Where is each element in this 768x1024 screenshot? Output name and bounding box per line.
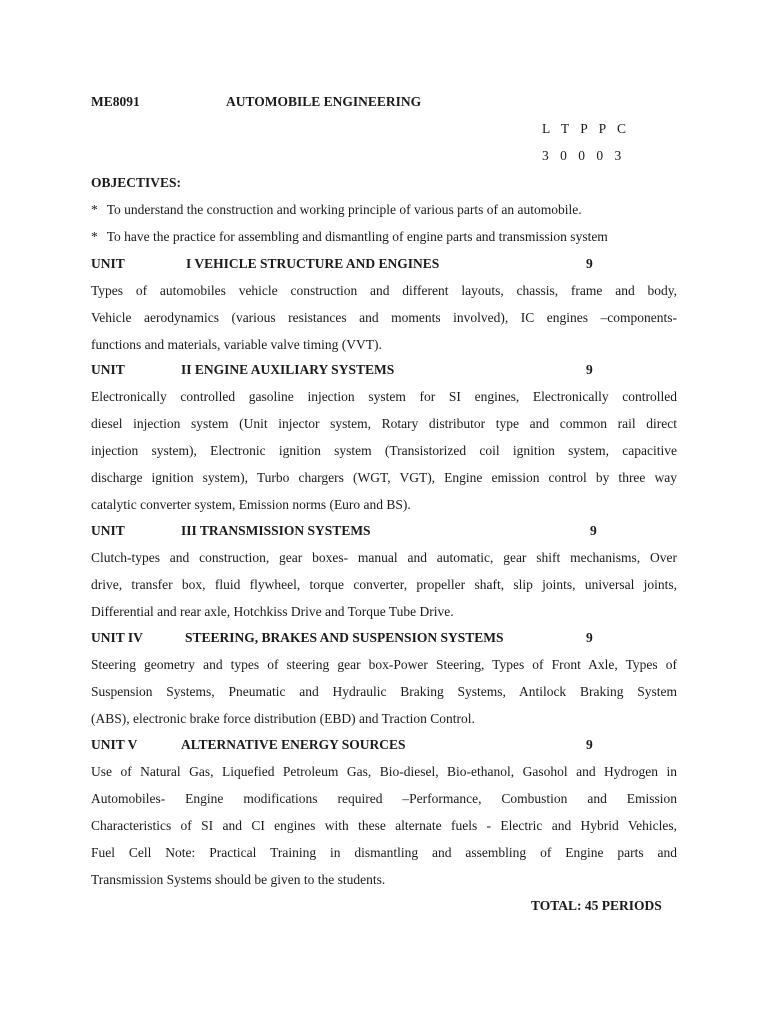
unit-text-line: discharge ignition system), Turbo chargers (WGT, VGT), Engine emission control by three way — [91, 470, 677, 485]
objective-text: To understand the construction and working principle of various parts of an automobile. — [106, 202, 582, 217]
objective-item — [91, 228, 608, 246]
ltppc-values: 3 0 0 0 3 — [542, 148, 626, 163]
unit-periods: 9 — [586, 737, 593, 752]
unit-text-line: Differential and rear axle, Hotchkiss Drive and Torque Tube Drive. — [91, 604, 454, 619]
unit-label: UNIT — [91, 523, 125, 538]
ltppc-label: L T P P C — [542, 121, 631, 136]
unit-text-line: Electronically controlled gasoline injection system for SI engines, Electronically controlled — [91, 389, 677, 404]
unit-text-line: drive, transfer box, fluid flywheel, torque converter, propeller shaft, slip joints, universal joints, — [91, 577, 677, 592]
course-code: ME8091 — [91, 94, 140, 109]
unit-label: UNIT — [91, 256, 125, 271]
unit-text-line: Use of Natural Gas, Liquefied Petroleum Gas, Bio-diesel, Bio-ethanol, Gasohol and Hydrogen in — [91, 764, 677, 779]
bullet-icon: * — [91, 202, 98, 217]
unit-periods: 9 — [586, 256, 593, 271]
unit-text-line: Transmission Systems should be given to the students. — [91, 872, 386, 887]
unit-text-line: Clutch-types and construction, gear boxes- manual and automatic, gear shift mechanisms, Over — [91, 550, 677, 565]
unit-title: STEERING, BRAKES AND SUSPENSION SYSTEMS — [185, 630, 504, 645]
unit-text-line: Vehicle aerodynamics (various resistances and moments involved), IC engines –components- — [91, 310, 677, 325]
unit-text-line: Automobiles- Engine modifications required –Performance, Combustion and Emission — [91, 791, 677, 806]
unit-text-line: injection system), Electronic ignition system (Transistorized coil ignition system, capacitive — [91, 443, 677, 458]
bullet-icon: * — [91, 229, 98, 244]
objective-text: To have the practice for assembling and dismantling of engine parts and transmission system — [106, 229, 608, 244]
unit-title: I VEHICLE STRUCTURE AND ENGINES — [186, 256, 440, 271]
course-title: AUTOMOBILE ENGINEERING — [226, 94, 422, 109]
unit-label: UNIT — [91, 362, 125, 377]
unit-text-line: diesel injection system (Unit injector system, Rotary distributor type and common rail direct — [91, 416, 677, 431]
unit-text-line: Characteristics of SI and CI engines with these alternate fuels - Electric and Hybrid Vehicles, — [91, 818, 677, 833]
unit-title: ALTERNATIVE ENERGY SOURCES — [181, 737, 406, 752]
total-periods: TOTAL: 45 PERIODS — [531, 898, 662, 913]
unit-label: UNIT V — [91, 737, 138, 752]
unit-text-line: Steering geometry and types of steering gear box-Power Steering, Types of Front Axle, Types of — [91, 657, 677, 672]
objective-item — [91, 201, 582, 219]
unit-text-line: Suspension Systems, Pneumatic and Hydraulic Braking Systems, Antilock Braking System — [91, 684, 677, 699]
unit-text-line: (ABS), electronic brake force distribution (EBD) and Traction Control. — [91, 711, 475, 726]
unit-title: II ENGINE AUXILIARY SYSTEMS — [181, 362, 395, 377]
unit-label: UNIT IV — [91, 630, 143, 645]
unit-periods: 9 — [586, 630, 593, 645]
unit-text-line: catalytic converter system, Emission norms (Euro and BS). — [91, 497, 411, 512]
objectives-heading: OBJECTIVES: — [91, 175, 182, 190]
unit-text-line: functions and materials, variable valve timing (VVT). — [91, 337, 382, 352]
unit-title: III TRANSMISSION SYSTEMS — [181, 523, 371, 538]
unit-text-line: Fuel Cell Note: Practical Training in dismantling and assembling of Engine parts and — [91, 845, 677, 860]
unit-text-line: Types of automobiles vehicle construction and different layouts, chassis, frame and body, — [91, 283, 677, 298]
unit-periods: 9 — [590, 523, 597, 538]
unit-periods: 9 — [586, 362, 593, 377]
